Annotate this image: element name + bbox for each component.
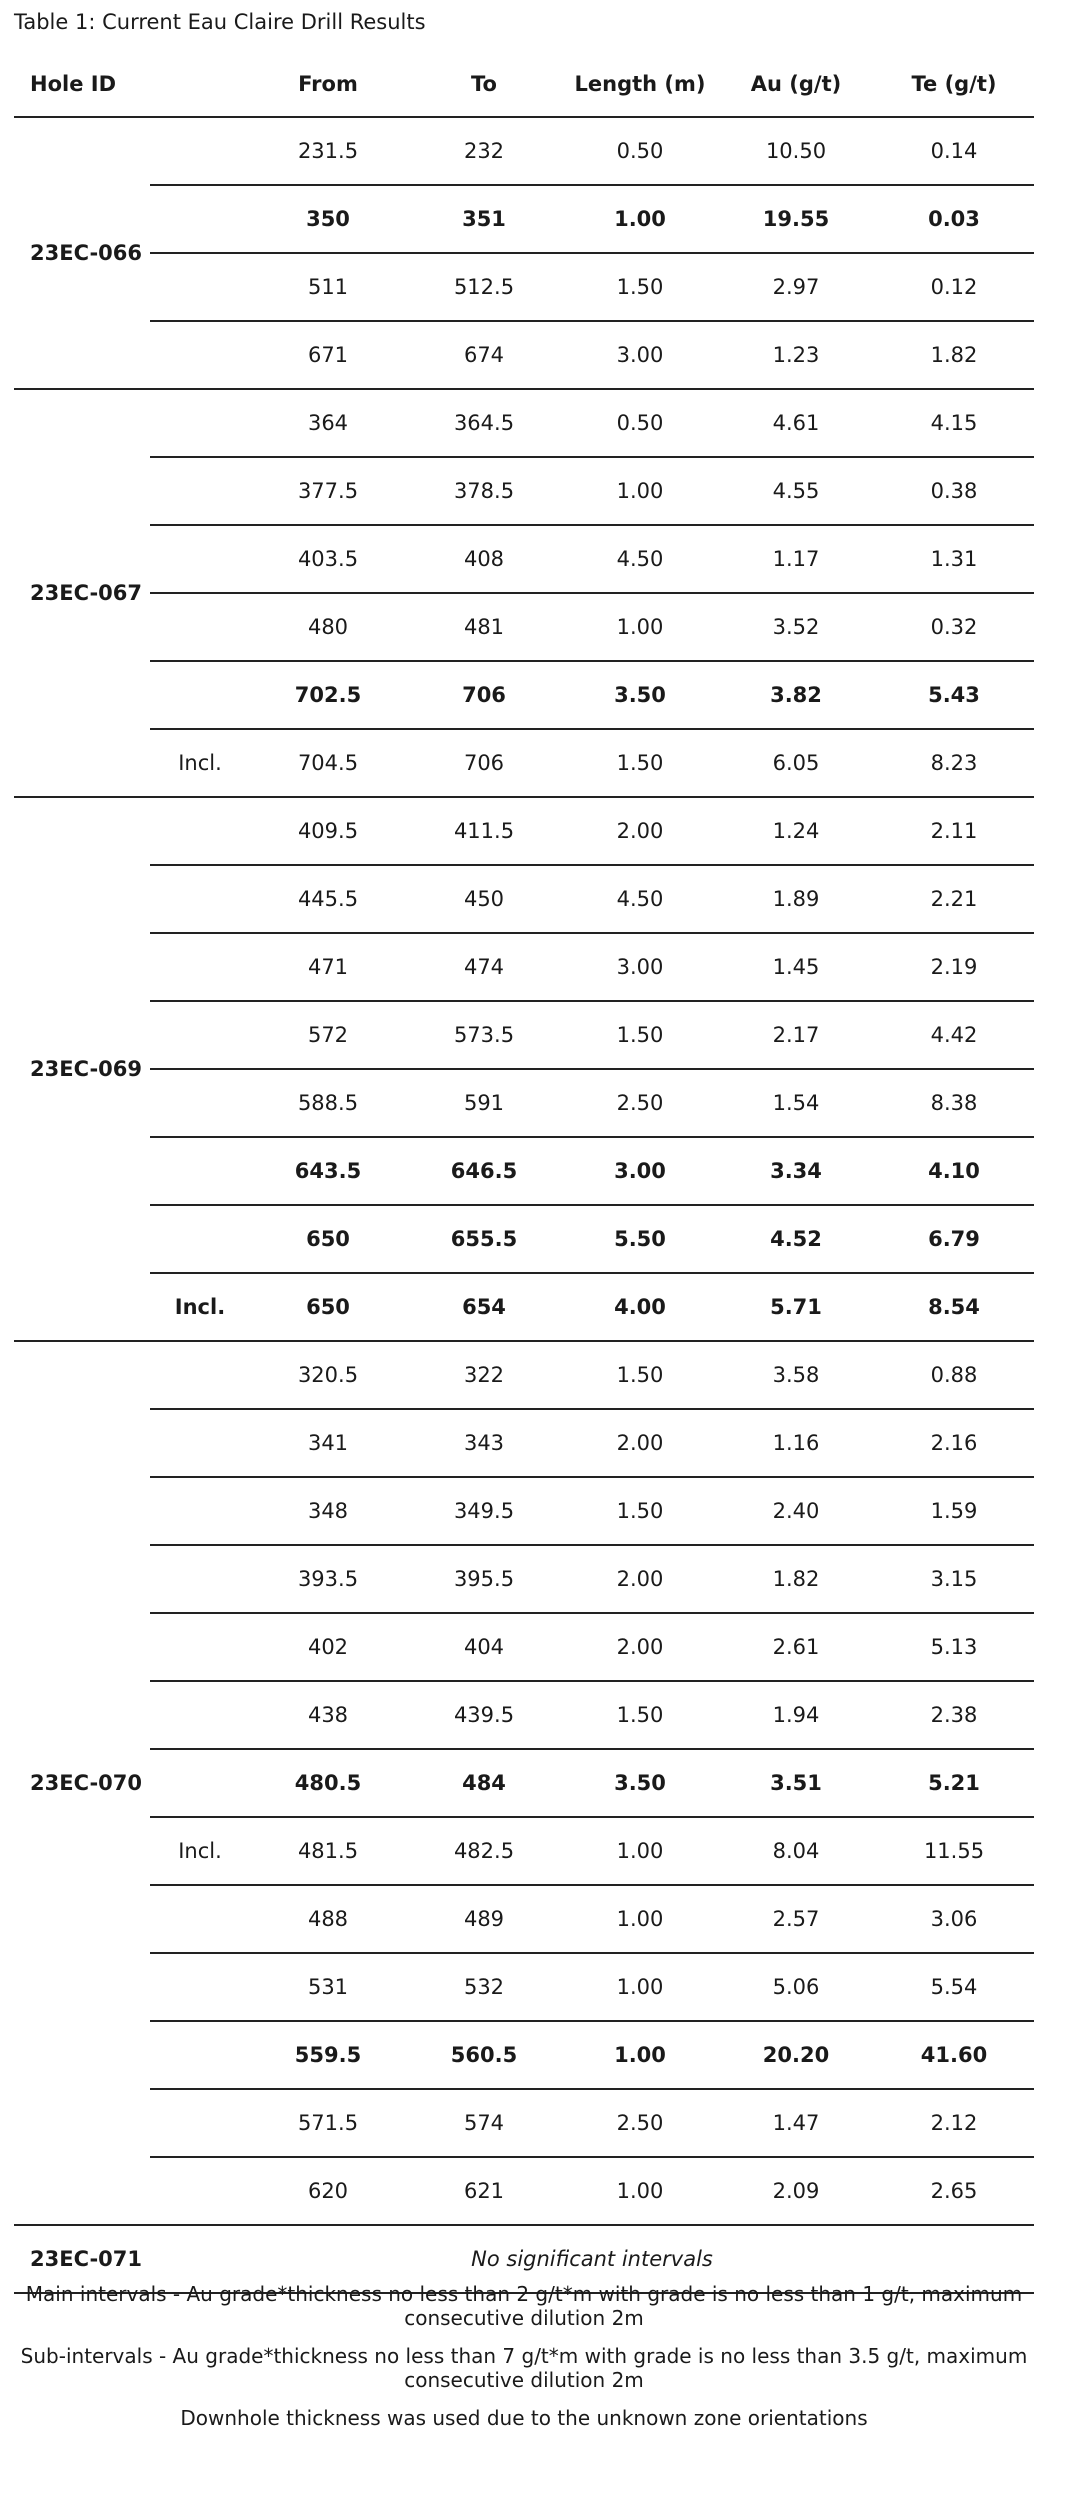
note-main-intervals: Main intervals - Au grade*thickness no less than 2 g/t*m with grade is no less than 1 g/t, maximum consecutive dilution 2m — [25, 2282, 1023, 2330]
sub-interval-cell — [150, 1682, 250, 1750]
from-cell: 620 — [250, 2158, 406, 2226]
header-length: Length (m) — [562, 52, 718, 118]
length-cell: 0.50 — [562, 390, 718, 458]
au-cell: 20.20 — [718, 2022, 874, 2090]
to-cell: 674 — [406, 322, 562, 390]
sub-interval-cell — [150, 1750, 250, 1818]
te-cell: 0.14 — [874, 118, 1034, 186]
table-row — [14, 2090, 1034, 2158]
from-cell: 571.5 — [250, 2090, 406, 2158]
to-cell: 621 — [406, 2158, 562, 2226]
from-cell: 481.5 — [250, 1818, 406, 1886]
te-cell: 0.32 — [874, 594, 1034, 662]
table-row — [14, 1614, 1034, 1682]
au-cell: 2.17 — [718, 1002, 874, 1070]
au-cell: 3.51 — [718, 1750, 874, 1818]
sub-interval-cell — [150, 2158, 250, 2226]
table-row — [14, 254, 1034, 322]
to-cell: 411.5 — [406, 798, 562, 866]
sub-interval-cell — [150, 866, 250, 934]
header-hole-id: Hole ID — [14, 52, 150, 118]
table-row — [14, 186, 1034, 254]
au-cell: 3.82 — [718, 662, 874, 730]
au-cell: 2.97 — [718, 254, 874, 322]
te-cell: 0.03 — [874, 186, 1034, 254]
table-caption: Table 1: Current Eau Claire Drill Results — [14, 10, 426, 34]
length-cell: 0.50 — [562, 118, 718, 186]
length-cell: 3.00 — [562, 1138, 718, 1206]
au-cell: 2.57 — [718, 1886, 874, 1954]
au-cell: 1.24 — [718, 798, 874, 866]
sub-interval-cell — [150, 1410, 250, 1478]
to-cell: 439.5 — [406, 1682, 562, 1750]
from-cell: 350 — [250, 186, 406, 254]
te-cell: 2.19 — [874, 934, 1034, 1002]
sub-interval-cell — [150, 1478, 250, 1546]
length-cell: 1.50 — [562, 730, 718, 798]
sub-interval-cell — [150, 1886, 250, 1954]
to-cell: 408 — [406, 526, 562, 594]
sub-interval-cell — [150, 118, 250, 186]
to-cell: 474 — [406, 934, 562, 1002]
from-cell: 643.5 — [250, 1138, 406, 1206]
length-cell: 3.50 — [562, 1750, 718, 1818]
header-sub — [150, 52, 250, 118]
table-row — [14, 1410, 1034, 1478]
te-cell: 0.12 — [874, 254, 1034, 322]
note-downhole-thickness: Downhole thickness was used due to the unknown zone orientations — [180, 2406, 868, 2430]
from-cell: 409.5 — [250, 798, 406, 866]
au-cell: 1.16 — [718, 1410, 874, 1478]
length-cell: 1.00 — [562, 2022, 718, 2090]
sub-interval-cell — [150, 934, 250, 1002]
length-cell: 1.00 — [562, 1886, 718, 1954]
to-cell: 364.5 — [406, 390, 562, 458]
from-cell: 348 — [250, 1478, 406, 1546]
to-cell: 450 — [406, 866, 562, 934]
from-cell: 320.5 — [250, 1342, 406, 1410]
from-cell: 364 — [250, 390, 406, 458]
sub-interval-cell — [150, 2022, 250, 2090]
to-cell: 654 — [406, 1274, 562, 1342]
table-row — [14, 118, 1034, 186]
table-row — [14, 2022, 1034, 2090]
te-cell: 4.10 — [874, 1138, 1034, 1206]
to-cell: 706 — [406, 662, 562, 730]
to-cell: 706 — [406, 730, 562, 798]
table-row — [14, 2158, 1034, 2226]
sub-interval-cell — [150, 594, 250, 662]
from-cell: 403.5 — [250, 526, 406, 594]
length-cell: 3.00 — [562, 934, 718, 1002]
au-cell: 1.17 — [718, 526, 874, 594]
table-row — [14, 1682, 1034, 1750]
table-row — [14, 1818, 1034, 1886]
au-cell: 4.52 — [718, 1206, 874, 1274]
au-cell: 3.58 — [718, 1342, 874, 1410]
to-cell: 574 — [406, 2090, 562, 2158]
length-cell: 1.00 — [562, 1954, 718, 2022]
table-row — [14, 594, 1034, 662]
from-cell: 488 — [250, 1886, 406, 1954]
from-cell: 531 — [250, 1954, 406, 2022]
te-cell: 5.13 — [874, 1614, 1034, 1682]
te-cell: 41.60 — [874, 2022, 1034, 2090]
table-body — [14, 118, 1034, 2294]
au-cell: 3.52 — [718, 594, 874, 662]
te-cell: 8.54 — [874, 1274, 1034, 1342]
to-cell: 573.5 — [406, 1002, 562, 1070]
length-cell: 1.50 — [562, 1002, 718, 1070]
au-cell: 1.47 — [718, 2090, 874, 2158]
te-cell: 3.15 — [874, 1546, 1034, 1614]
from-cell: 511 — [250, 254, 406, 322]
from-cell: 402 — [250, 1614, 406, 1682]
au-cell: 1.45 — [718, 934, 874, 1002]
hole-id-cell: 23EC-067 — [14, 390, 150, 798]
length-cell: 2.00 — [562, 1546, 718, 1614]
table-row — [14, 526, 1034, 594]
te-cell: 8.38 — [874, 1070, 1034, 1138]
hole-id-cell: 23EC-071 — [14, 2226, 150, 2294]
sub-interval-cell — [150, 458, 250, 526]
te-cell: 8.23 — [874, 730, 1034, 798]
table-row — [14, 1954, 1034, 2022]
to-cell: 512.5 — [406, 254, 562, 322]
from-cell: 341 — [250, 1410, 406, 1478]
length-cell: 1.50 — [562, 1342, 718, 1410]
to-cell: 646.5 — [406, 1138, 562, 1206]
from-cell: 480 — [250, 594, 406, 662]
to-cell: 404 — [406, 1614, 562, 1682]
hole-id-cell: 23EC-070 — [14, 1342, 150, 2226]
to-cell: 322 — [406, 1342, 562, 1410]
sub-interval-cell — [150, 1614, 250, 1682]
sub-interval-cell — [150, 1342, 250, 1410]
length-cell: 3.50 — [562, 662, 718, 730]
from-cell: 231.5 — [250, 118, 406, 186]
table-row — [14, 662, 1034, 730]
length-cell: 1.00 — [562, 1818, 718, 1886]
length-cell: 4.50 — [562, 866, 718, 934]
header-au: Au (g/t) — [718, 52, 874, 118]
table-row — [14, 458, 1034, 526]
sub-interval-cell — [150, 1546, 250, 1614]
length-cell: 2.50 — [562, 1070, 718, 1138]
te-cell: 6.79 — [874, 1206, 1034, 1274]
sub-interval-cell: Incl. — [150, 730, 250, 798]
to-cell: 349.5 — [406, 1478, 562, 1546]
sub-interval-cell — [150, 1954, 250, 2022]
au-cell: 1.94 — [718, 1682, 874, 1750]
te-cell: 2.16 — [874, 1410, 1034, 1478]
to-cell: 395.5 — [406, 1546, 562, 1614]
table-row — [14, 730, 1034, 798]
table-row — [14, 1138, 1034, 1206]
header-to: To — [406, 52, 562, 118]
length-cell: 1.50 — [562, 1478, 718, 1546]
to-cell: 655.5 — [406, 1206, 562, 1274]
length-cell: 1.50 — [562, 254, 718, 322]
to-cell: 378.5 — [406, 458, 562, 526]
length-cell: 1.00 — [562, 186, 718, 254]
length-cell: 1.00 — [562, 458, 718, 526]
te-cell: 1.59 — [874, 1478, 1034, 1546]
au-cell: 4.55 — [718, 458, 874, 526]
from-cell: 704.5 — [250, 730, 406, 798]
from-cell: 445.5 — [250, 866, 406, 934]
length-cell: 1.50 — [562, 1682, 718, 1750]
length-cell: 2.00 — [562, 1410, 718, 1478]
header-from: From — [250, 52, 406, 118]
from-cell: 572 — [250, 1002, 406, 1070]
from-cell: 480.5 — [250, 1750, 406, 1818]
from-cell: 650 — [250, 1274, 406, 1342]
length-cell: 4.50 — [562, 526, 718, 594]
te-cell: 4.15 — [874, 390, 1034, 458]
sub-interval-cell — [150, 254, 250, 322]
table-row — [14, 390, 1034, 458]
drill-results-table — [14, 52, 1034, 2294]
table-row — [14, 1750, 1034, 1818]
to-cell: 481 — [406, 594, 562, 662]
to-cell: 560.5 — [406, 2022, 562, 2090]
au-cell: 19.55 — [718, 186, 874, 254]
table-row — [14, 1886, 1034, 1954]
au-cell: 4.61 — [718, 390, 874, 458]
from-cell: 559.5 — [250, 2022, 406, 2090]
sub-interval-cell — [150, 186, 250, 254]
length-cell: 1.00 — [562, 2158, 718, 2226]
table-row — [14, 1478, 1034, 1546]
au-cell: 10.50 — [718, 118, 874, 186]
to-cell: 351 — [406, 186, 562, 254]
no-significant-intervals-cell: No significant intervals — [150, 2226, 1034, 2294]
to-cell: 591 — [406, 1070, 562, 1138]
from-cell: 377.5 — [250, 458, 406, 526]
table-row — [14, 1342, 1034, 1410]
length-cell: 4.00 — [562, 1274, 718, 1342]
te-cell: 11.55 — [874, 1818, 1034, 1886]
sub-interval-cell — [150, 1070, 250, 1138]
te-cell: 2.65 — [874, 2158, 1034, 2226]
from-cell: 393.5 — [250, 1546, 406, 1614]
table-row — [14, 866, 1034, 934]
au-cell: 1.54 — [718, 1070, 874, 1138]
header-te: Te (g/t) — [874, 52, 1034, 118]
au-cell: 2.40 — [718, 1478, 874, 1546]
to-cell: 489 — [406, 1886, 562, 1954]
length-cell: 2.00 — [562, 1614, 718, 1682]
au-cell: 3.34 — [718, 1138, 874, 1206]
sub-interval-cell — [150, 662, 250, 730]
sub-interval-cell: Incl. — [150, 1818, 250, 1886]
au-cell: 1.82 — [718, 1546, 874, 1614]
au-cell: 5.71 — [718, 1274, 874, 1342]
sub-interval-cell — [150, 526, 250, 594]
to-cell: 482.5 — [406, 1818, 562, 1886]
au-cell: 1.23 — [718, 322, 874, 390]
au-cell: 6.05 — [718, 730, 874, 798]
sub-interval-cell — [150, 1138, 250, 1206]
from-cell: 438 — [250, 1682, 406, 1750]
te-cell: 2.38 — [874, 1682, 1034, 1750]
to-cell: 343 — [406, 1410, 562, 1478]
sub-interval-cell — [150, 390, 250, 458]
au-cell: 1.89 — [718, 866, 874, 934]
from-cell: 650 — [250, 1206, 406, 1274]
table-row — [14, 1070, 1034, 1138]
sub-interval-cell — [150, 1002, 250, 1070]
hole-id-cell: 23EC-066 — [14, 118, 150, 390]
length-cell: 2.00 — [562, 798, 718, 866]
te-cell: 4.42 — [874, 1002, 1034, 1070]
from-cell: 702.5 — [250, 662, 406, 730]
to-cell: 532 — [406, 1954, 562, 2022]
table-row — [14, 1206, 1034, 1274]
sub-interval-cell — [150, 798, 250, 866]
length-cell: 5.50 — [562, 1206, 718, 1274]
length-cell: 2.50 — [562, 2090, 718, 2158]
au-cell: 5.06 — [718, 1954, 874, 2022]
length-cell: 1.00 — [562, 594, 718, 662]
te-cell: 1.31 — [874, 526, 1034, 594]
length-cell: 3.00 — [562, 322, 718, 390]
table-notes — [14, 2282, 1034, 2444]
au-cell: 2.61 — [718, 1614, 874, 1682]
header-row — [14, 52, 1034, 118]
sub-interval-cell — [150, 322, 250, 390]
te-cell: 2.12 — [874, 2090, 1034, 2158]
note-sub-intervals: Sub-intervals - Au grade*thickness no less than 7 g/t*m with grade is no less than 3.5 g/t, maximum consecutive dilution 2m — [20, 2344, 1028, 2392]
table-row — [14, 798, 1034, 866]
table-row — [14, 934, 1034, 1002]
te-cell: 2.11 — [874, 798, 1034, 866]
from-cell: 588.5 — [250, 1070, 406, 1138]
sub-interval-cell — [150, 1206, 250, 1274]
te-cell: 5.43 — [874, 662, 1034, 730]
sub-interval-cell: Incl. — [150, 1274, 250, 1342]
te-cell: 2.21 — [874, 866, 1034, 934]
to-cell: 232 — [406, 118, 562, 186]
from-cell: 671 — [250, 322, 406, 390]
te-cell: 1.82 — [874, 322, 1034, 390]
table-row — [14, 322, 1034, 390]
te-cell: 5.54 — [874, 1954, 1034, 2022]
from-cell: 471 — [250, 934, 406, 1002]
table-row — [14, 1002, 1034, 1070]
hole-id-cell: 23EC-069 — [14, 798, 150, 1342]
te-cell: 0.88 — [874, 1342, 1034, 1410]
te-cell: 0.38 — [874, 458, 1034, 526]
au-cell: 8.04 — [718, 1818, 874, 1886]
te-cell: 5.21 — [874, 1750, 1034, 1818]
te-cell: 3.06 — [874, 1886, 1034, 1954]
au-cell: 2.09 — [718, 2158, 874, 2226]
table-row — [14, 1546, 1034, 1614]
to-cell: 484 — [406, 1750, 562, 1818]
sub-interval-cell — [150, 2090, 250, 2158]
table-row — [14, 1274, 1034, 1342]
